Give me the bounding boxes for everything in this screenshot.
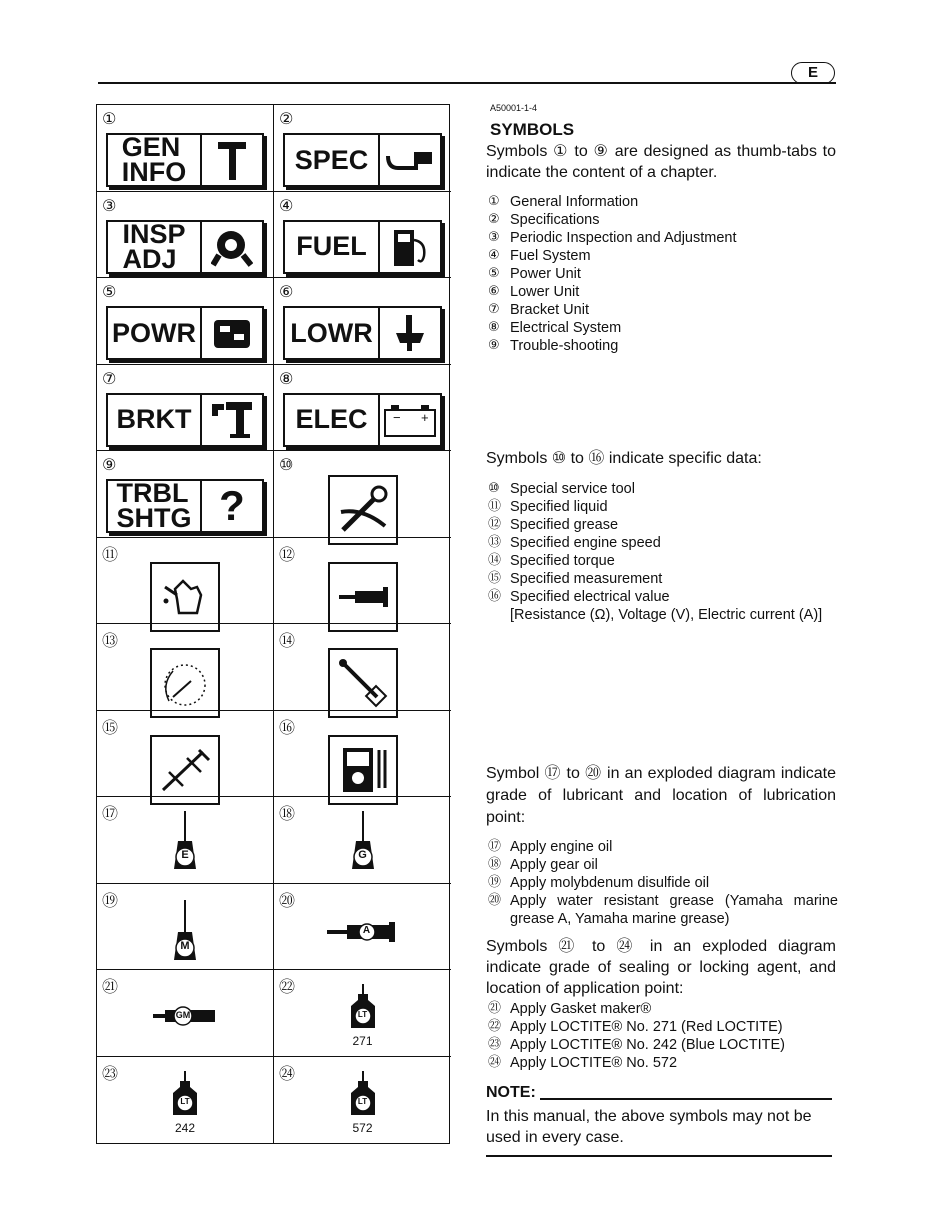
symbol-cell-20 <box>274 884 451 971</box>
battery-plus-sign: + <box>421 409 429 425</box>
oil-bottle-icon <box>172 900 198 962</box>
symbol-cell-17 <box>97 797 274 884</box>
question-mark: ? <box>219 482 245 529</box>
tab-label <box>108 478 202 533</box>
list-item: ⑳ Apply water resistant grease (Yamaha marine grease A, Yamaha marine grease) <box>488 893 838 927</box>
sealant-badge: LT <box>357 1096 368 1106</box>
list-item: ㉔ Apply LOCTITE® No. 572 <box>488 1055 678 1071</box>
seal-list <box>488 1000 838 1072</box>
sealant-badge: LT <box>180 1096 190 1106</box>
battery-icon <box>380 395 440 445</box>
chapter-list <box>488 193 838 355</box>
list-item: ㉓ Apply LOCTITE® No. 242 (Blue LOCTITE) <box>488 1037 785 1053</box>
symbol-cell-21 <box>97 970 274 1057</box>
symbol-cell-5 <box>97 278 274 365</box>
thumb-tab-insp-adj <box>106 220 264 274</box>
tab-label: LOWR <box>285 308 380 358</box>
symbol-cell-7 <box>97 365 274 452</box>
symbol-number: ⑭ <box>279 631 296 650</box>
symbol-number: ⑫ <box>279 544 296 564</box>
list-item: ⑤ Power Unit <box>488 266 581 282</box>
thumb-tab-spec <box>283 133 442 187</box>
symbol-number: ② <box>279 109 294 128</box>
loctite-bottle-icon <box>349 984 377 1028</box>
symbol-number: ⑯ <box>279 717 296 737</box>
symbol-number: ⑰ <box>102 804 119 823</box>
header-rule <box>98 82 836 84</box>
symbol-cell-2 <box>274 105 451 192</box>
lubricant-badge: M <box>180 939 190 952</box>
tab-label-line: INSP <box>122 218 186 249</box>
sealant-badge: GM <box>175 1010 191 1020</box>
list-item: ⑨ Trouble-shooting <box>488 338 619 354</box>
symbol-grid <box>96 104 450 1144</box>
symbol-number: ⑲ <box>102 890 119 910</box>
lube-list <box>488 838 838 928</box>
symbol-number: ⑧ <box>279 368 294 388</box>
outboard-motor-icon <box>202 135 262 185</box>
loctite-bottle-icon <box>171 1071 199 1115</box>
list-item: ⑬ Specified engine speed <box>488 535 661 551</box>
lubricant-badge: E <box>181 849 189 861</box>
data-list <box>488 480 838 624</box>
symbol-number: ㉒ <box>279 977 296 996</box>
list-item: ⑧ Electrical System <box>488 320 622 336</box>
symbol-cell-1 <box>97 105 274 192</box>
symbol-number: ⑩ <box>279 455 294 474</box>
symbol-cell-3 <box>97 192 274 279</box>
symbol-number: ㉔ <box>279 1063 296 1083</box>
section-title: SYMBOLS <box>490 120 575 139</box>
symbol-cell-13 <box>97 624 274 711</box>
tab-label: SPEC <box>285 135 380 185</box>
loctite-number: 242 <box>174 1121 196 1135</box>
caliper-icon <box>150 735 220 805</box>
list-item: ⑮ Specified measurement <box>488 571 663 587</box>
symbol-cell-6 <box>274 278 451 365</box>
note-title: NOTE: <box>486 1084 536 1101</box>
section-code: A50001-1-4 <box>490 103 538 113</box>
tab-label-line: ADJ <box>122 243 177 274</box>
symbol-cell-23 <box>97 1057 274 1144</box>
oil-bottle-icon <box>172 811 198 871</box>
loctite-bottle-icon <box>349 1071 377 1115</box>
symbol-cell-22 <box>274 970 451 1057</box>
symbol-number: ⑨ <box>102 455 117 474</box>
wrench-icon <box>202 222 262 272</box>
symbol-cell-24 <box>274 1057 451 1144</box>
tab-label-line: TRBL <box>116 478 189 508</box>
tab-label-line: INFO <box>121 157 187 187</box>
symbol-cell-14 <box>274 624 451 711</box>
battery-minus-sign: − <box>393 409 401 425</box>
tab-label: FUEL <box>285 222 380 272</box>
tab-label <box>108 218 202 274</box>
loctite-number: 572 <box>352 1121 373 1135</box>
symbol-cell-8 <box>274 365 451 452</box>
symbol-number: ㉓ <box>102 1063 119 1083</box>
gasket-tube-icon <box>153 1004 217 1028</box>
special-tool-icon <box>328 475 398 545</box>
list-item: ⑦ Bracket Unit <box>488 302 589 318</box>
lower-unit-icon <box>380 308 440 358</box>
grease-icon <box>328 562 398 632</box>
list-item: ② Specifications <box>488 212 600 228</box>
bracket-icon <box>202 395 262 445</box>
symbol-cell-4 <box>274 192 451 279</box>
lubricant-badge: A <box>362 924 371 936</box>
tab-label <box>108 132 202 187</box>
symbol-number: ⑬ <box>102 631 119 650</box>
symbol-number: ③ <box>102 195 117 215</box>
thumb-tab-gen-info <box>106 133 264 187</box>
symbol-number: ⑪ <box>102 544 119 564</box>
language-badge: E <box>791 62 835 84</box>
engine-icon <box>202 308 262 358</box>
multimeter-icon <box>328 735 398 805</box>
list-item: ⑫ Specified grease <box>488 517 619 533</box>
list-item: ⑪ Specified liquid <box>488 499 608 515</box>
list-item: ㉒ Apply LOCTITE® No. 271 (Red LOCTITE) <box>488 1019 783 1035</box>
list-item: ④ Fuel System <box>488 248 591 264</box>
thumb-tab-fuel <box>283 220 442 274</box>
lubricant-badge: G <box>358 849 367 861</box>
symbol-cell-12 <box>274 538 451 625</box>
list-item: ㉑ Apply Gasket maker® <box>488 1001 652 1017</box>
symbol-cell-9 <box>97 451 274 538</box>
grease-gun-icon <box>327 920 399 944</box>
tab-label: ELEC <box>285 395 380 445</box>
symbol-cell-15 <box>97 711 274 798</box>
thumb-tab-lowr <box>283 306 442 360</box>
symbol-cell-19 <box>97 884 274 971</box>
tab-label: BRKT <box>108 395 202 445</box>
symbol-cell-18 <box>274 797 451 884</box>
list-item: ③ Periodic Inspection and Adjustment <box>488 230 737 246</box>
tab-label-line: GEN <box>121 132 181 162</box>
symbol-number: ⑮ <box>102 717 119 737</box>
symbol-cell-16 <box>274 711 451 798</box>
tachometer-icon <box>150 648 220 718</box>
sealant-badge: LT <box>357 1010 368 1019</box>
list-item: ⑩ Special service tool <box>488 481 635 497</box>
symbol-number: ④ <box>279 195 294 215</box>
list-item: ① General Information <box>488 194 639 210</box>
symbol-number: ⑳ <box>279 890 296 910</box>
list-item: [Resistance (Ω), Voltage (V), Electric current (A)] <box>510 607 823 623</box>
symbol-number: ⑦ <box>102 368 117 388</box>
bottom-rule <box>486 1155 832 1157</box>
list-item: ⑥ Lower Unit <box>488 284 580 300</box>
oil-bottle-icon <box>350 811 376 871</box>
symbol-number: ㉑ <box>102 977 119 996</box>
list-item: ⑭ Specified torque <box>488 553 615 569</box>
symbol-cell-10 <box>274 451 451 538</box>
thumb-tab-powr <box>106 306 264 360</box>
intro-paragraph: Symbols ① to ⑨ are designed as thumb-tabs to indicate the content of a chapter. <box>486 143 836 181</box>
loctite-number: 271 <box>352 1033 373 1048</box>
note-text: In this manual, the above symbols may not be used in every case. <box>486 1108 812 1146</box>
list-item: ⑯ Specified electrical value <box>488 589 670 605</box>
thumb-tab-elec <box>283 393 442 447</box>
symbol-number: ⑤ <box>102 282 117 301</box>
tab-label-line: SHTG <box>116 503 192 533</box>
tab-label: POWR <box>108 308 202 358</box>
oil-can-icon <box>150 562 220 632</box>
thumb-tab-trbl-shtg <box>106 479 264 533</box>
lube-intro: Symbol ⑰ to ⑳ in an exploded diagram indicate grade of lubricant and location of lubrication point: <box>486 765 836 826</box>
list-item: ⑱ Apply gear oil <box>488 857 598 873</box>
symbol-number: ⑥ <box>279 282 294 301</box>
note-rule <box>540 1098 832 1100</box>
torque-wrench-icon <box>328 648 398 718</box>
list-item: ⑲ Apply molybdenum disulfide oil <box>488 875 710 891</box>
list-item: ⑰ Apply engine oil <box>488 839 613 855</box>
seal-intro: Symbols ㉑ to ㉔ in an exploded diagram indicate grade of sealing or locking agent, and location of application point: <box>486 938 836 997</box>
symbol-cell-11 <box>97 538 274 625</box>
data-intro: Symbols ⑩ to ⑯ indicate specific data: <box>486 450 762 467</box>
symbol-number: ⑱ <box>279 804 296 823</box>
grease-gun-icon <box>380 135 440 185</box>
thumb-tab-brkt <box>106 393 264 447</box>
symbol-number: ① <box>102 109 117 128</box>
fuel-pump-icon <box>380 222 440 272</box>
